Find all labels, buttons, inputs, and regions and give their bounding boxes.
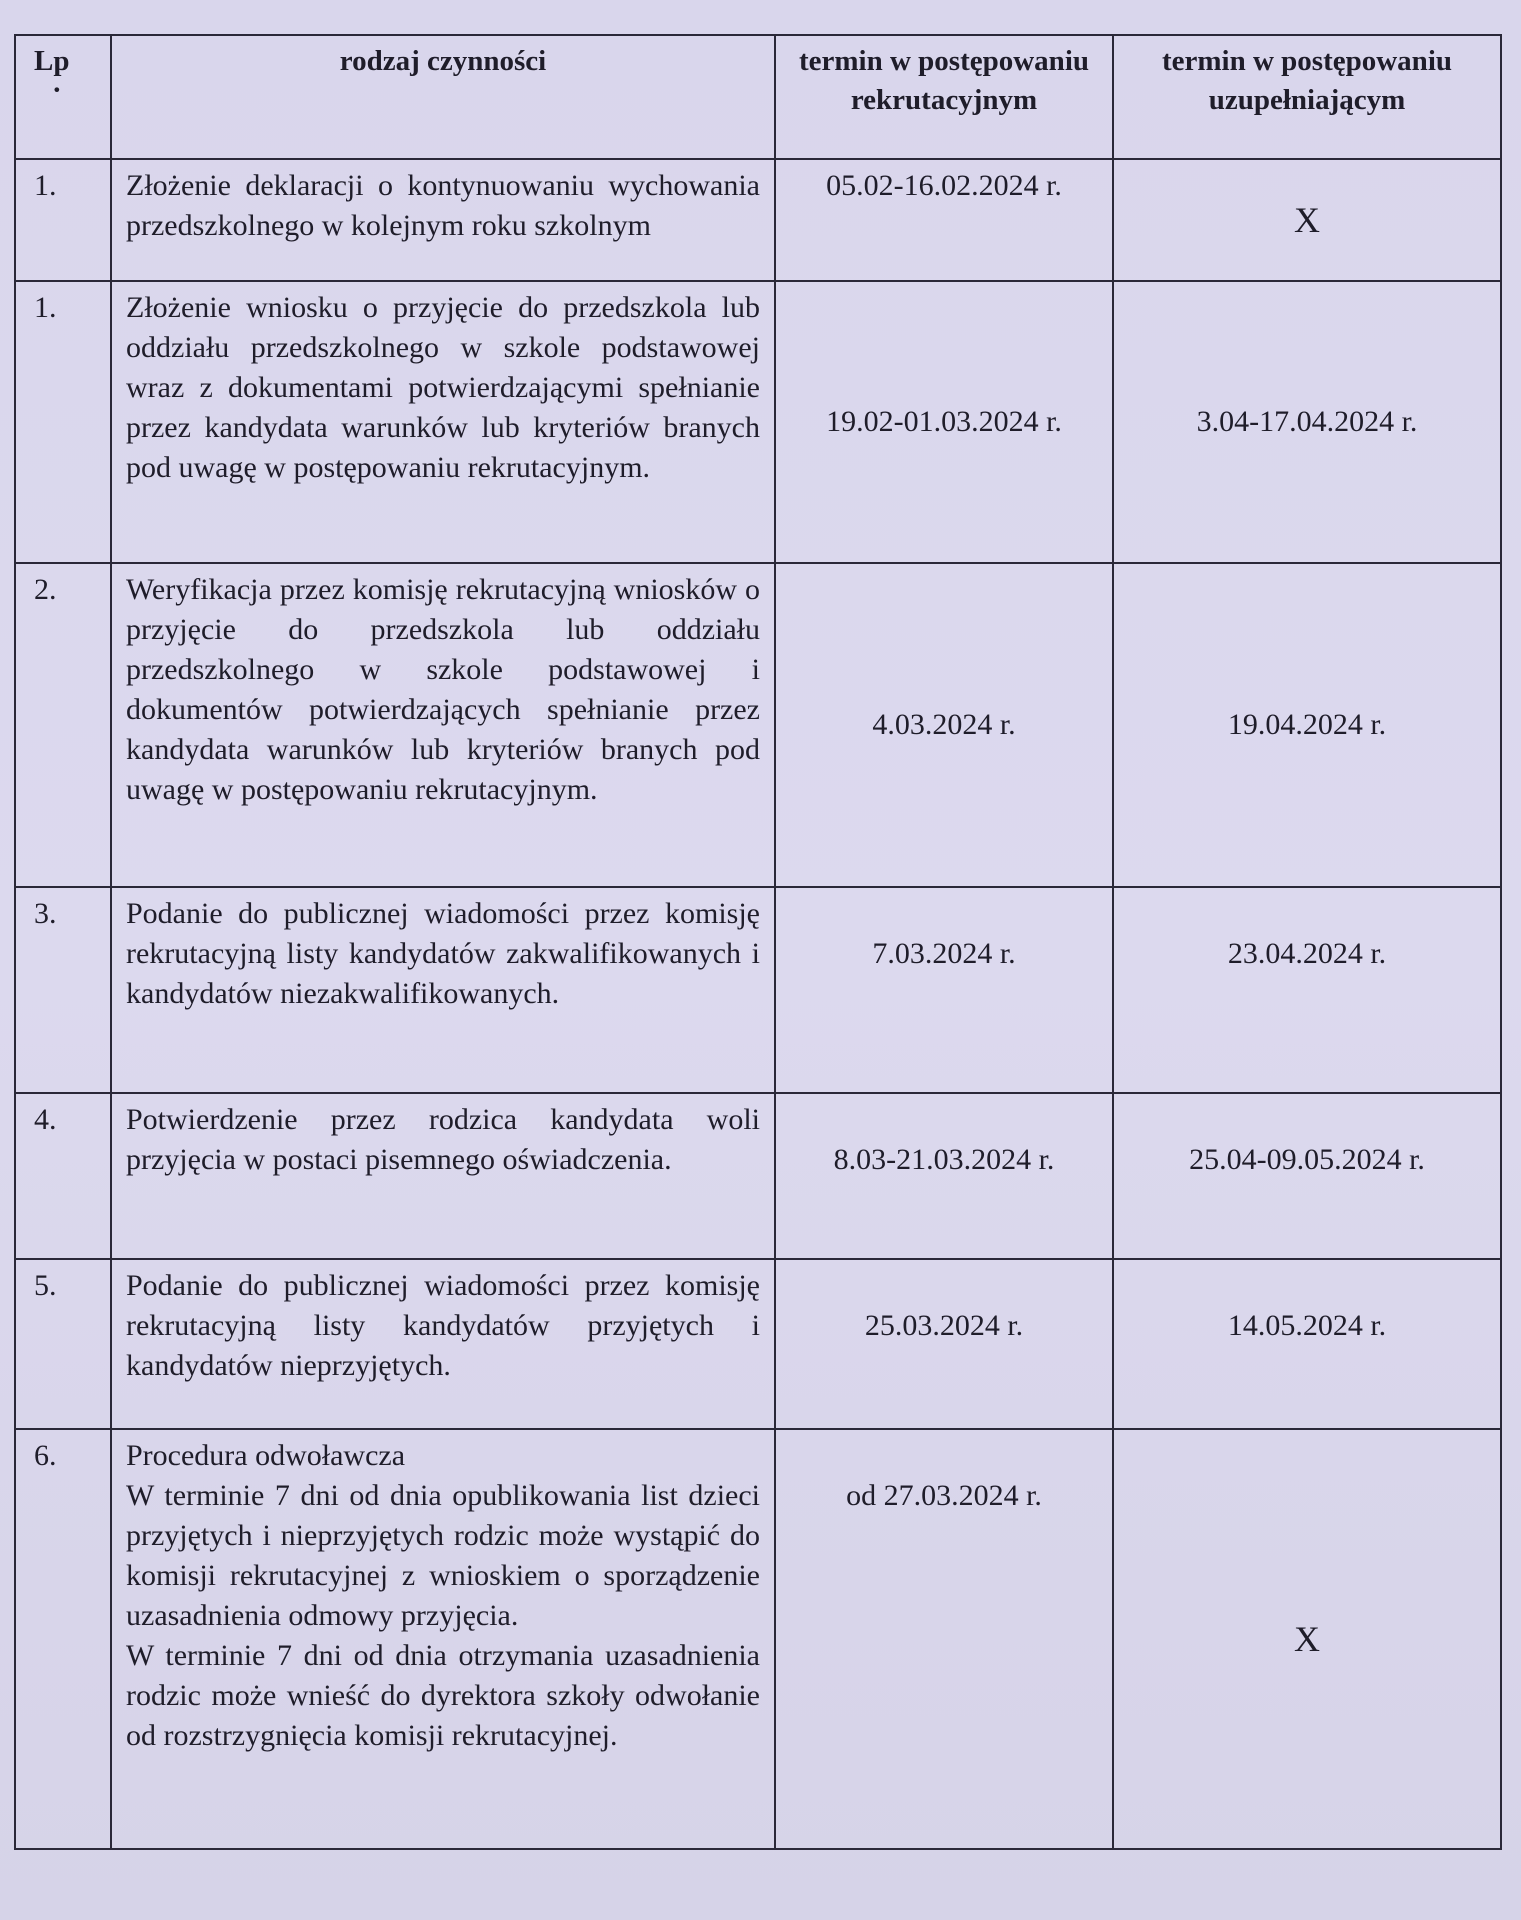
row-lp: 5. (15, 1259, 111, 1429)
recruitment-schedule-table (14, 34, 1502, 1850)
row-term-main: 8.03-21.03.2024 r. (775, 1093, 1113, 1259)
row-term-supp-x-mark: X (1113, 159, 1501, 281)
table-header-row (15, 35, 1501, 159)
header-activity: rodzaj czynności (111, 35, 775, 159)
header-term-supp: termin w postępowaniu uzupełniającym (1113, 35, 1501, 159)
table-row (15, 159, 1501, 281)
header-term-main: termin w postępowaniu rekrutacyjnym (775, 35, 1113, 159)
table-row (15, 1259, 1501, 1429)
row-term-supp-x-mark: X (1113, 1429, 1501, 1849)
row-activity: Potwierdzenie przez rodzica kandydata woli przyjęcia w postaci pisemnego oświadczenia. (111, 1093, 775, 1259)
row-lp: 1. (15, 159, 111, 281)
table-row (15, 281, 1501, 563)
row-term-main: 25.03.2024 r. (775, 1259, 1113, 1429)
row-activity: Złożenie deklaracji o kontynuowaniu wychowania przedszkolnego w kolejnym roku szkolnym (111, 159, 775, 281)
row-term-supp: 19.04.2024 r. (1113, 563, 1501, 887)
row-lp: 1. (15, 281, 111, 563)
row-lp: 2. (15, 563, 111, 887)
row-term-main: 7.03.2024 r. (775, 887, 1113, 1093)
table-row (15, 887, 1501, 1093)
row-term-supp: 25.04-09.05.2024 r. (1113, 1093, 1501, 1259)
header-lp-dot: · (52, 74, 62, 106)
row-term-supp: 23.04.2024 r. (1113, 887, 1501, 1093)
row-activity: Złożenie wniosku o przyjęcie do przedszkola lub oddziału przedszkolnego w szkole podstawowej wraz z dokumentami potwierdzającymi spełnianie przez kandydata warunków lub kryteriów branych pod uwagę w postępowaniu rekrutacyjnym. (111, 281, 775, 563)
row-term-main: 05.02-16.02.2024 r. (775, 159, 1113, 281)
row-term-main: 19.02-01.03.2024 r. (775, 281, 1113, 563)
appeal-procedure-paragraph-2: W terminie 7 dni od dnia otrzymania uzasadnienia rodzic może wnieść do dyrektora szkoły odwołanie od rozstrzygnięcia komisji rekrutacyjnej. (126, 1639, 760, 1752)
recruitment-schedule-document (14, 34, 1500, 1850)
row-activity: Podanie do publicznej wiadomości przez komisję rekrutacyjną listy kandydatów zakwalifikowanych i kandydatów niezakwalifikowanych. (111, 887, 775, 1093)
row-term-main: od 27.03.2024 r. (775, 1429, 1113, 1849)
appeal-procedure-paragraph-1: W terminie 7 dni od dnia opublikowania list dzieci przyjętych i nieprzyjętych rodzic może wystąpić do komisji rekrutacyjnej z wnioskiem o sporządzenie uzasadnienia odmowy przyjęcia. (126, 1479, 760, 1632)
row-lp: 4. (15, 1093, 111, 1259)
row-term-supp: 3.04-17.04.2024 r. (1113, 281, 1501, 563)
table-row (15, 563, 1501, 887)
row-activity-appeal (111, 1429, 775, 1849)
row-activity: Weryfikacja przez komisję rekrutacyjną wniosków o przyjęcie do przedszkola lub oddziału przedszkolnego w szkole podstawowej i dokumentów potwierdzających spełnianie przez kandydata warunków lub kryteriów branych pod uwagę w postępowaniu rekrutacyjnym. (111, 563, 775, 887)
table-row (15, 1429, 1501, 1849)
row-lp: 6. (15, 1429, 111, 1849)
row-lp: 3. (15, 887, 111, 1093)
appeal-procedure-title: Procedura odwoławcza (126, 1439, 406, 1472)
row-term-supp: 14.05.2024 r. (1113, 1259, 1501, 1429)
row-term-main: 4.03.2024 r. (775, 563, 1113, 887)
row-activity: Podanie do publicznej wiadomości przez komisję rekrutacyjną listy kandydatów przyjętych i kandydatów nieprzyjętych. (111, 1259, 775, 1429)
header-lp: Lp · (15, 35, 111, 159)
table-row (15, 1093, 1501, 1259)
